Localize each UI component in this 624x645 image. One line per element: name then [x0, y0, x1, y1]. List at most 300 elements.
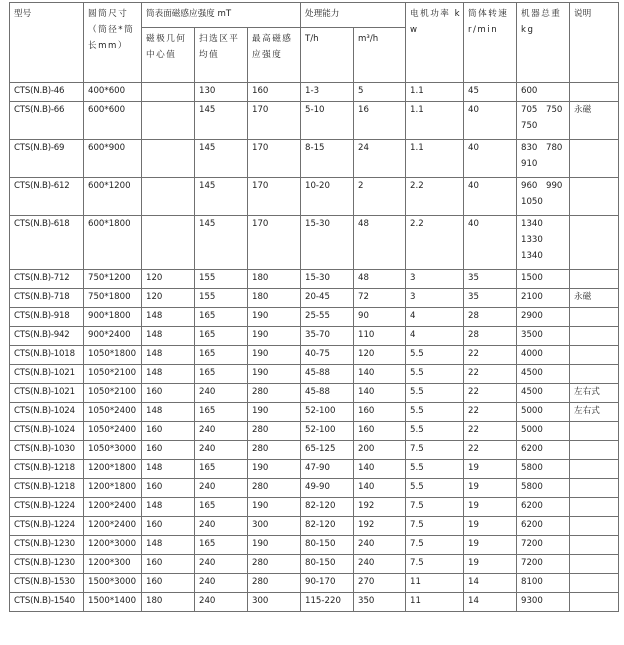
model-cell: CTS(N.B)-1530	[10, 574, 84, 593]
size-cell: 600*600	[84, 102, 142, 140]
header-weight: 机器总重 kg	[517, 3, 570, 83]
weight-line: 5800	[521, 482, 543, 492]
cap-m3h-cell: 120	[354, 346, 406, 365]
size-cell: 1050*2400	[84, 422, 142, 441]
cap-m3h-cell: 160	[354, 403, 406, 422]
cap-th-cell: 80-150	[301, 555, 354, 574]
header-cap-m3h: m³/h	[354, 28, 406, 83]
power-cell: 5.5	[406, 479, 464, 498]
sweep-cell: 240	[195, 574, 248, 593]
max-field-cell: 300	[248, 517, 301, 536]
speed-cell: 19	[464, 460, 517, 479]
cap-m3h-cell: 240	[354, 555, 406, 574]
table-row	[10, 216, 619, 270]
cap-th-cell: 82-120	[301, 517, 354, 536]
cap-th-cell: 35-70	[301, 327, 354, 346]
sweep-cell: 240	[195, 422, 248, 441]
speed-cell: 35	[464, 270, 517, 289]
cap-th-cell: 1-3	[301, 83, 354, 102]
weight-line: 4000	[521, 349, 543, 359]
size-cell: 750*1200	[84, 270, 142, 289]
weight-line: 1340	[521, 219, 543, 229]
power-cell: 4	[406, 327, 464, 346]
pole-cell: 160	[142, 479, 195, 498]
max-field-cell: 190	[248, 460, 301, 479]
cap-m3h-cell: 240	[354, 536, 406, 555]
weight-cell	[517, 384, 570, 403]
cap-m3h-cell: 270	[354, 574, 406, 593]
size-cell: 400*600	[84, 83, 142, 102]
speed-cell: 22	[464, 403, 517, 422]
header-remarks: 说明	[570, 3, 619, 83]
model-cell: CTS(N.B)-1230	[10, 536, 84, 555]
max-field-cell: 170	[248, 178, 301, 216]
power-cell: 5.5	[406, 422, 464, 441]
weight-cell	[517, 574, 570, 593]
weight-line: 8100	[521, 577, 543, 587]
weight-cell	[517, 308, 570, 327]
weight-line: 1500	[521, 273, 543, 283]
cap-th-cell: 80-150	[301, 536, 354, 555]
speed-cell: 19	[464, 555, 517, 574]
cap-m3h-cell: 110	[354, 327, 406, 346]
model-cell: CTS(N.B)-942	[10, 327, 84, 346]
weight-line: 3500	[521, 330, 543, 340]
weight-line: 6200	[521, 520, 543, 530]
note-cell: 永磁	[570, 102, 619, 140]
sweep-cell: 145	[195, 102, 248, 140]
model-cell: CTS(N.B)-69	[10, 140, 84, 178]
cap-th-cell: 15-30	[301, 270, 354, 289]
weight-line: 6200	[521, 501, 543, 511]
max-field-cell: 190	[248, 365, 301, 384]
pole-cell: 120	[142, 289, 195, 308]
cap-m3h-cell: 140	[354, 460, 406, 479]
size-cell: 600*1200	[84, 178, 142, 216]
note-cell	[570, 555, 619, 574]
note-cell: 左右式	[570, 384, 619, 403]
speed-cell: 19	[464, 517, 517, 536]
speed-cell: 45	[464, 83, 517, 102]
weight-cell	[517, 422, 570, 441]
pole-cell: 160	[142, 384, 195, 403]
table-row	[10, 574, 619, 593]
cap-m3h-cell: 5	[354, 83, 406, 102]
max-field-cell: 190	[248, 308, 301, 327]
sweep-cell: 165	[195, 536, 248, 555]
table-row	[10, 479, 619, 498]
table-row	[10, 346, 619, 365]
size-cell: 1500*3000	[84, 574, 142, 593]
cap-m3h-cell: 192	[354, 517, 406, 536]
pole-cell	[142, 102, 195, 140]
cap-th-cell: 20-45	[301, 289, 354, 308]
header-surface-field: 筒表面磁感应强度 mT	[142, 3, 301, 28]
size-cell: 750*1800	[84, 289, 142, 308]
cap-th-cell: 10-20	[301, 178, 354, 216]
speed-cell: 28	[464, 327, 517, 346]
sweep-cell: 240	[195, 384, 248, 403]
sweep-cell: 165	[195, 308, 248, 327]
max-field-cell: 280	[248, 479, 301, 498]
speed-cell: 40	[464, 178, 517, 216]
cap-m3h-cell: 72	[354, 289, 406, 308]
power-cell: 11	[406, 574, 464, 593]
weight-cell	[517, 403, 570, 422]
cap-m3h-cell: 140	[354, 479, 406, 498]
cap-th-cell: 65-125	[301, 441, 354, 460]
cap-m3h-cell: 16	[354, 102, 406, 140]
size-cell: 1200*1800	[84, 479, 142, 498]
max-field-cell: 280	[248, 384, 301, 403]
power-cell: 2.2	[406, 216, 464, 270]
table-row	[10, 593, 619, 612]
note-cell	[570, 270, 619, 289]
weight-line: 830 780	[521, 143, 563, 153]
weight-cell	[517, 289, 570, 308]
weight-line: 7200	[521, 558, 543, 568]
cap-m3h-cell: 140	[354, 384, 406, 403]
speed-cell: 22	[464, 346, 517, 365]
power-cell: 4	[406, 308, 464, 327]
size-cell: 1050*2100	[84, 384, 142, 403]
weight-line: 9300	[521, 596, 543, 606]
weight-line: 5000	[521, 425, 543, 435]
power-cell: 2.2	[406, 178, 464, 216]
cap-th-cell: 49-90	[301, 479, 354, 498]
note-cell	[570, 536, 619, 555]
power-cell: 1.1	[406, 83, 464, 102]
max-field-cell: 180	[248, 270, 301, 289]
cap-th-cell: 5-10	[301, 102, 354, 140]
table-row	[10, 498, 619, 517]
cap-m3h-cell: 192	[354, 498, 406, 517]
model-cell: CTS(N.B)-718	[10, 289, 84, 308]
size-cell: 1050*3000	[84, 441, 142, 460]
weight-line: 2900	[521, 311, 543, 321]
sweep-cell: 130	[195, 83, 248, 102]
size-cell: 1050*1800	[84, 346, 142, 365]
size-cell: 1200*2400	[84, 498, 142, 517]
model-cell: CTS(N.B)-1024	[10, 403, 84, 422]
weight-line: 2100	[521, 292, 543, 302]
sweep-cell: 165	[195, 346, 248, 365]
model-cell: CTS(N.B)-1218	[10, 460, 84, 479]
pole-cell	[142, 83, 195, 102]
table-row	[10, 517, 619, 536]
table-row	[10, 270, 619, 289]
note-cell	[570, 346, 619, 365]
weight-cell	[517, 140, 570, 178]
weight-cell	[517, 441, 570, 460]
speed-cell: 28	[464, 308, 517, 327]
weight-cell	[517, 216, 570, 270]
sweep-cell: 165	[195, 365, 248, 384]
weight-cell	[517, 83, 570, 102]
note-cell	[570, 441, 619, 460]
max-field-cell: 280	[248, 441, 301, 460]
model-cell: CTS(N.B)-66	[10, 102, 84, 140]
note-cell	[570, 308, 619, 327]
size-cell: 1050*2100	[84, 365, 142, 384]
size-cell: 900*1800	[84, 308, 142, 327]
weight-cell	[517, 460, 570, 479]
table-row	[10, 178, 619, 216]
speed-cell: 22	[464, 441, 517, 460]
note-cell	[570, 83, 619, 102]
cap-th-cell: 8-15	[301, 140, 354, 178]
note-cell	[570, 178, 619, 216]
header-sweep-avg: 扫选区平均值	[195, 28, 248, 83]
power-cell: 7.5	[406, 536, 464, 555]
cap-m3h-cell: 2	[354, 178, 406, 216]
weight-line: 4500	[521, 387, 543, 397]
weight-line: 4500	[521, 368, 543, 378]
header-max-field: 最高磁感应强度	[248, 28, 301, 83]
max-field-cell: 280	[248, 555, 301, 574]
weight-line: 960 990	[521, 181, 563, 191]
model-cell: CTS(N.B)-1024	[10, 422, 84, 441]
weight-line: 5800	[521, 463, 543, 473]
power-cell: 7.5	[406, 498, 464, 517]
spec-table	[9, 2, 619, 612]
cap-m3h-cell: 48	[354, 216, 406, 270]
speed-cell: 22	[464, 422, 517, 441]
sweep-cell: 145	[195, 140, 248, 178]
power-cell: 11	[406, 593, 464, 612]
weight-line: 7200	[521, 539, 543, 549]
weight-cell	[517, 479, 570, 498]
size-cell: 1200*1800	[84, 460, 142, 479]
max-field-cell: 170	[248, 102, 301, 140]
weight-line: 6200	[521, 444, 543, 454]
sweep-cell: 165	[195, 460, 248, 479]
note-cell	[570, 327, 619, 346]
max-field-cell: 280	[248, 574, 301, 593]
cap-th-cell: 47-90	[301, 460, 354, 479]
weight-cell	[517, 498, 570, 517]
cap-m3h-cell: 350	[354, 593, 406, 612]
cap-th-cell: 82-120	[301, 498, 354, 517]
size-cell: 600*900	[84, 140, 142, 178]
speed-cell: 40	[464, 216, 517, 270]
table-row	[10, 384, 619, 403]
cap-th-cell: 45-88	[301, 365, 354, 384]
table-row	[10, 83, 619, 102]
pole-cell: 160	[142, 517, 195, 536]
max-field-cell: 300	[248, 593, 301, 612]
speed-cell: 14	[464, 593, 517, 612]
sweep-cell: 155	[195, 270, 248, 289]
pole-cell: 180	[142, 593, 195, 612]
max-field-cell: 190	[248, 403, 301, 422]
cap-m3h-cell: 24	[354, 140, 406, 178]
size-cell: 900*2400	[84, 327, 142, 346]
max-field-cell: 190	[248, 346, 301, 365]
weight-cell	[517, 555, 570, 574]
model-cell: CTS(N.B)-612	[10, 178, 84, 216]
model-cell: CTS(N.B)-1018	[10, 346, 84, 365]
table-row	[10, 140, 619, 178]
cap-th-cell: 15-30	[301, 216, 354, 270]
weight-line: 1330	[521, 235, 543, 245]
size-cell: 600*1800	[84, 216, 142, 270]
max-field-cell: 280	[248, 422, 301, 441]
cap-th-cell: 90-170	[301, 574, 354, 593]
power-cell: 3	[406, 270, 464, 289]
weight-line: 1340	[521, 251, 543, 261]
model-cell: CTS(N.B)-1021	[10, 365, 84, 384]
model-cell: CTS(N.B)-1230	[10, 555, 84, 574]
size-cell: 1050*2400	[84, 403, 142, 422]
pole-cell: 148	[142, 403, 195, 422]
note-cell	[570, 574, 619, 593]
pole-cell: 148	[142, 460, 195, 479]
table-row	[10, 289, 619, 308]
sweep-cell: 240	[195, 517, 248, 536]
cap-th-cell: 25-55	[301, 308, 354, 327]
sweep-cell: 145	[195, 216, 248, 270]
pole-cell	[142, 178, 195, 216]
pole-cell: 148	[142, 346, 195, 365]
weight-cell	[517, 270, 570, 289]
model-cell: CTS(N.B)-1224	[10, 498, 84, 517]
weight-cell	[517, 517, 570, 536]
max-field-cell: 190	[248, 327, 301, 346]
speed-cell: 14	[464, 574, 517, 593]
weight-line: 750	[521, 121, 538, 131]
table-row	[10, 555, 619, 574]
max-field-cell: 190	[248, 498, 301, 517]
weight-cell	[517, 346, 570, 365]
speed-cell: 22	[464, 384, 517, 403]
note-cell: 左右式	[570, 403, 619, 422]
cap-th-cell: 52-100	[301, 403, 354, 422]
power-cell: 1.1	[406, 102, 464, 140]
size-cell: 1200*3000	[84, 536, 142, 555]
size-cell: 1200*300	[84, 555, 142, 574]
sweep-cell: 240	[195, 479, 248, 498]
weight-cell	[517, 327, 570, 346]
model-cell: CTS(N.B)-918	[10, 308, 84, 327]
pole-cell: 160	[142, 574, 195, 593]
model-cell: CTS(N.B)-1021	[10, 384, 84, 403]
header-capacity: 处理能力	[301, 3, 406, 28]
table-row	[10, 441, 619, 460]
sweep-cell: 240	[195, 593, 248, 612]
weight-line: 910	[521, 159, 538, 169]
cap-th-cell: 40-75	[301, 346, 354, 365]
sweep-cell: 240	[195, 441, 248, 460]
weight-cell	[517, 365, 570, 384]
pole-cell: 160	[142, 422, 195, 441]
speed-cell: 19	[464, 536, 517, 555]
weight-cell	[517, 178, 570, 216]
power-cell: 7.5	[406, 517, 464, 536]
pole-cell: 160	[142, 441, 195, 460]
weight-cell	[517, 593, 570, 612]
speed-cell: 40	[464, 102, 517, 140]
header-motor-power: 电机功率 kw	[406, 3, 464, 83]
power-cell: 3	[406, 289, 464, 308]
pole-cell: 148	[142, 536, 195, 555]
size-cell: 1500*1400	[84, 593, 142, 612]
note-cell	[570, 460, 619, 479]
cap-th-cell: 45-88	[301, 384, 354, 403]
cap-m3h-cell: 160	[354, 422, 406, 441]
cap-m3h-cell: 200	[354, 441, 406, 460]
weight-line: 705 750	[521, 105, 563, 115]
weight-line: 5000	[521, 406, 543, 416]
speed-cell: 40	[464, 140, 517, 178]
table-row	[10, 308, 619, 327]
sweep-cell: 240	[195, 555, 248, 574]
speed-cell: 35	[464, 289, 517, 308]
max-field-cell: 170	[248, 140, 301, 178]
header-pole-center: 磁极几何中心值	[142, 28, 195, 83]
power-cell: 5.5	[406, 403, 464, 422]
max-field-cell: 170	[248, 216, 301, 270]
cap-m3h-cell: 90	[354, 308, 406, 327]
sweep-cell: 145	[195, 178, 248, 216]
model-cell: CTS(N.B)-1224	[10, 517, 84, 536]
header-drum-size: 圆筒尺寸（筒径*筒长mm）	[84, 3, 142, 83]
note-cell	[570, 593, 619, 612]
note-cell	[570, 365, 619, 384]
header-drum-speed: 筒体转速 r/min	[464, 3, 517, 83]
pole-cell: 148	[142, 308, 195, 327]
header-model: 型号	[10, 3, 84, 83]
model-cell: CTS(N.B)-1540	[10, 593, 84, 612]
model-cell: CTS(N.B)-46	[10, 83, 84, 102]
sweep-cell: 165	[195, 498, 248, 517]
speed-cell: 19	[464, 479, 517, 498]
note-cell: 永磁	[570, 289, 619, 308]
weight-cell	[517, 536, 570, 555]
cap-th-cell: 115-220	[301, 593, 354, 612]
note-cell	[570, 479, 619, 498]
weight-line: 600	[521, 86, 538, 96]
note-cell	[570, 422, 619, 441]
pole-cell: 148	[142, 498, 195, 517]
table-row	[10, 403, 619, 422]
model-cell: CTS(N.B)-618	[10, 216, 84, 270]
note-cell	[570, 216, 619, 270]
header-cap-th: T/h	[301, 28, 354, 83]
pole-cell: 120	[142, 270, 195, 289]
cap-th-cell: 52-100	[301, 422, 354, 441]
weight-line: 1050	[521, 197, 543, 207]
sweep-cell: 155	[195, 289, 248, 308]
note-cell	[570, 498, 619, 517]
size-cell: 1200*2400	[84, 517, 142, 536]
cap-m3h-cell: 140	[354, 365, 406, 384]
max-field-cell: 160	[248, 83, 301, 102]
speed-cell: 19	[464, 498, 517, 517]
note-cell	[570, 140, 619, 178]
pole-cell	[142, 140, 195, 178]
power-cell: 5.5	[406, 365, 464, 384]
note-cell	[570, 517, 619, 536]
table-row	[10, 327, 619, 346]
weight-cell	[517, 102, 570, 140]
table-row	[10, 460, 619, 479]
max-field-cell: 190	[248, 536, 301, 555]
model-cell: CTS(N.B)-712	[10, 270, 84, 289]
pole-cell: 148	[142, 365, 195, 384]
table-row	[10, 102, 619, 140]
pole-cell: 148	[142, 327, 195, 346]
